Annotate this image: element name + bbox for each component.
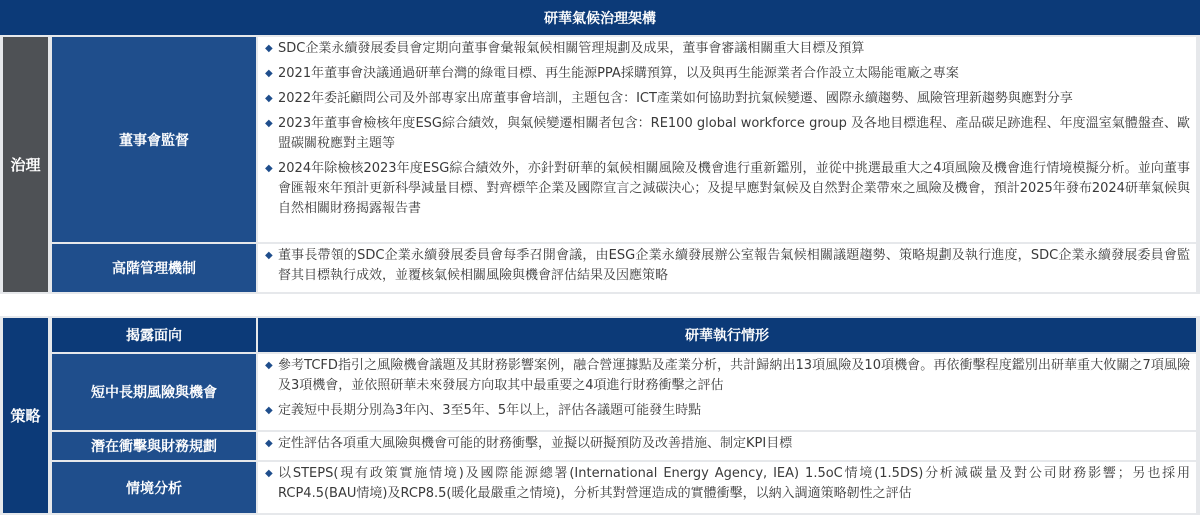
diamond-bullet-icon: ◆ — [265, 163, 273, 174]
list-item: ◆ 定義短中長期分別為3年內、3至5年、5年以上，評估各議題可能發生時點 — [264, 401, 1190, 421]
senior-management-label: 高階管理機制 — [52, 244, 256, 292]
disclosure-aspect-header: 揭露面向 — [52, 318, 256, 352]
list-item: ◆ SDC企業永續發展委員會定期向董事會彙報氣候相關管理規劃及成果，董事會審議相關重大目標及預算 — [264, 39, 1190, 59]
potential-impact-content — [258, 432, 1196, 460]
list-item: ◆ 2021年董事會決議通過研華台灣的綠電目標、再生能源PPA採購預算，以及與再生能源業者合作設立太陽能電廠之專案 — [264, 64, 1190, 84]
diamond-bullet-icon: ◆ — [265, 118, 273, 129]
scenario-analysis-label: 情境分析 — [52, 462, 256, 513]
list-item: ◆ 董事長帶領的SDC企業永續發展委員會每季召開會議，由ESG企業永續發展辦公室報告氣候相關議題趨勢、策略規劃及執行進度，SDC企業永續發展委員會監督其目標執行成效，並覆核氣候相關風險與機會評估結果及因應策略 — [265, 248, 1190, 283]
list-item: ◆ 以STEPS(現有政策實施情境)及國際能源總署(International Energy Agency, IEA) 1.5oC情境(1.5DS)分析減碳量及對公司財務影響；另也採用RCP4.5(BAU情境)及RCP8.5(暖化最嚴重之情境)，分析其對營運造成的實體衝擊，以納入調適策略韌性之評估 — [265, 466, 1190, 501]
list-item: ◆ 2023年董事會檢核年度ESG綜合績效，與氣候變遷相關者包含：RE100 global workforce group 及各地目標進程、產品碳足跡進程、年度溫室氣體盤查、歐盟碳關稅應對主題等 — [265, 116, 1190, 151]
list-item: ◆ 2022年委託顧問公司及外部專家出席董事會培訓，主題包含：ICT產業如何協助對抗氣候變遷、國際永續趨勢、風險管理新趨勢與應對分享 — [264, 89, 1190, 109]
diamond-bullet-icon: ◆ — [265, 405, 273, 416]
senior-management-content — [258, 244, 1196, 292]
diamond-bullet-icon: ◆ — [265, 93, 273, 104]
board-oversight-label: 董事會監督 — [52, 37, 256, 242]
potential-impact-label: 潛在衝擊與財務規劃 — [52, 432, 256, 460]
diamond-bullet-icon: ◆ — [265, 468, 273, 479]
diamond-bullet-icon: ◆ — [265, 250, 273, 261]
implementation-status-header: 研華執行情形 — [258, 318, 1196, 352]
list-item: ◆ 2024年除檢核2023年度ESG綜合績效外，亦針對研華的氣候相關風險及機會進行重新鑑別，並從中挑選最重大之4項風險及機會進行情境模擬分析。並向董事會匯報來年預計更新科學減量目標、對齊標竿企業及國際宣言之減碳決心；及提早應對氣候及自然對企業帶來之風險及機會，預計2025年發布2024研華氣候與自然相關財務揭露報告書 — [265, 161, 1190, 216]
list-item: ◆ 定性評估各項重大風險與機會可能的財務衝擊，並擬以研擬預防及改善措施、制定KPI目標 — [264, 434, 1190, 454]
diamond-bullet-icon: ◆ — [265, 438, 273, 449]
list-item: ◆ 參考TCFD指引之風險機會議題及其財務影響案例，融合營運據點及產業分析，共計歸納出13項風險及10項機會。再依衝擊程度鑑別出研華重大攸關之7項風險及3項機會，並依照研華未來發展方向取其中最重要之4項進行財務衝擊之評估 — [265, 358, 1190, 393]
diamond-bullet-icon: ◆ — [265, 360, 273, 371]
scenario-analysis-content — [258, 462, 1196, 513]
diamond-bullet-icon: ◆ — [265, 43, 273, 54]
board-oversight-content — [258, 37, 1196, 242]
short-mid-long-term-label: 短中長期風險與機會 — [52, 354, 256, 430]
strategy-label: 策略 — [3, 318, 48, 513]
diamond-bullet-icon: ◆ — [265, 68, 273, 79]
governance-label: 治理 — [3, 37, 48, 292]
page-title: 研華氣候治理架構 — [0, 0, 1200, 35]
short-mid-long-term-content — [258, 354, 1196, 430]
